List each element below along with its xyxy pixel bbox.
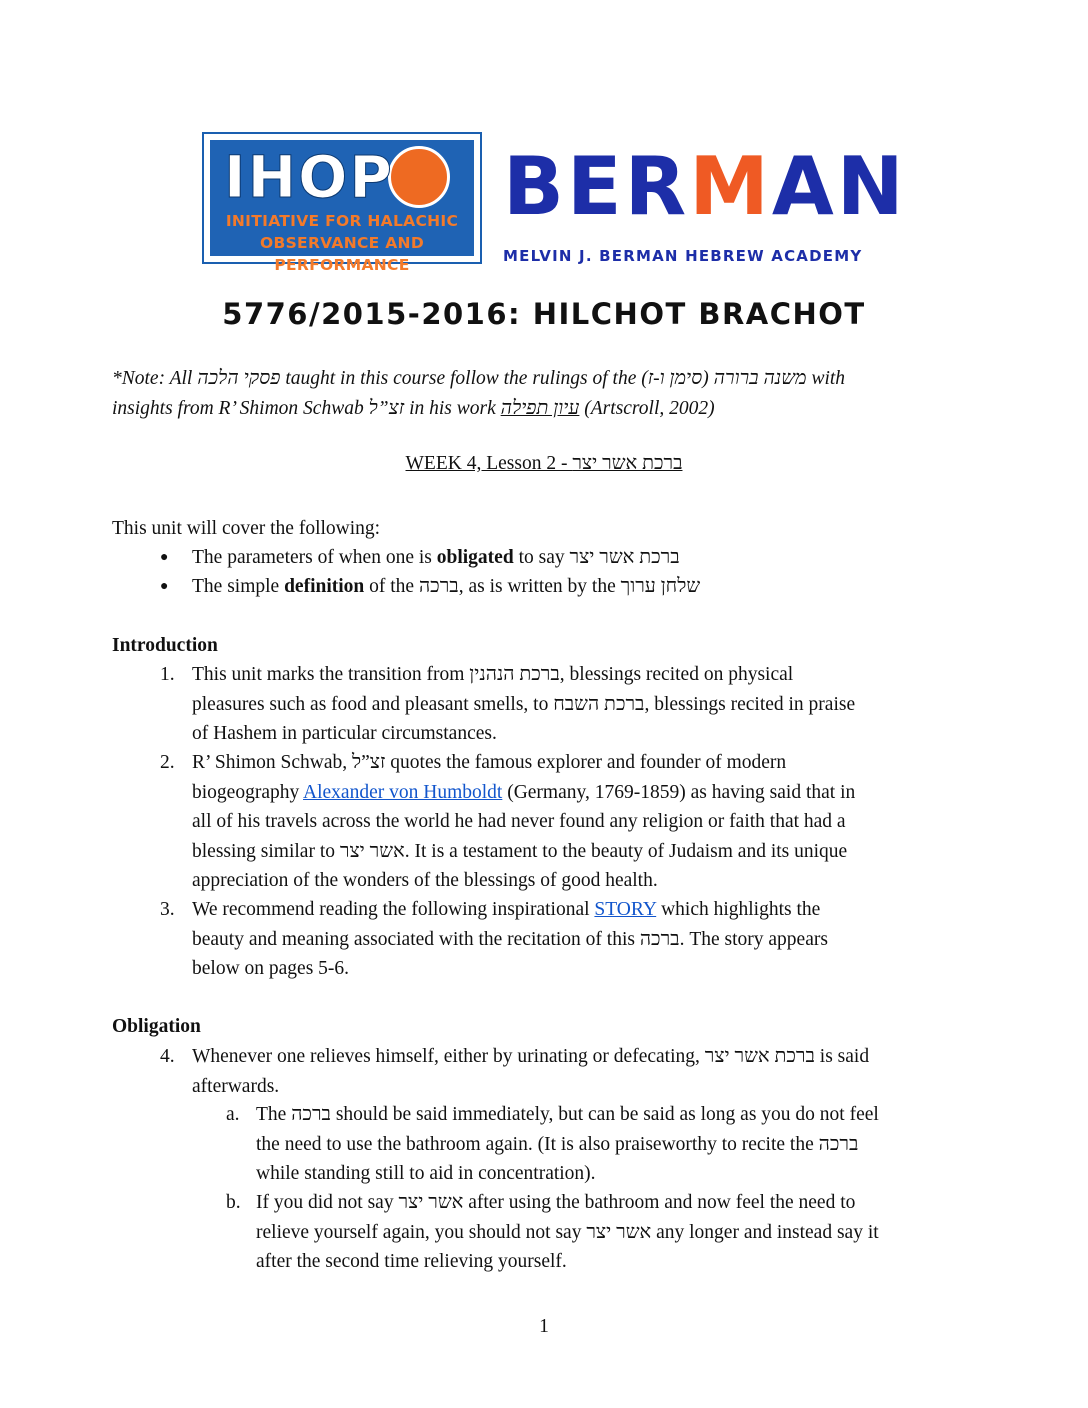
text: , blessings recited in praise (644, 693, 856, 715)
bullet-glyph: ● (160, 579, 169, 594)
hebrew-text: ברכת אשר יצר (569, 547, 680, 568)
sub-list-letter: b. (226, 1192, 241, 1213)
text: pleasures such as food and pleasant smells, to (192, 693, 554, 715)
hebrew-text: ברכה (818, 1133, 859, 1155)
text: the need to use the bathroom again. (It is also praiseworthy to recite the (256, 1133, 819, 1155)
sub-list-item (256, 1188, 1016, 1277)
text: R’ Shimon Schwab, (192, 752, 352, 773)
note-line-2 (112, 394, 992, 424)
text: Whenever one relieves himself, either by urinating or defecating, (192, 1046, 705, 1067)
text: . The story appears (679, 928, 828, 950)
list-item (192, 895, 1012, 984)
bullet-text (192, 543, 680, 573)
note-text: in his work (404, 398, 501, 419)
text: of Hashem in particular circumstances. (192, 723, 497, 744)
bullet-glyph: ● (160, 550, 169, 565)
text: The (256, 1104, 292, 1125)
ihop-tagline-2: OBSERVANCE AND PERFORMANCE (260, 234, 424, 274)
text: below on pages 5-6. (192, 958, 350, 979)
text: , as is written by the (458, 576, 621, 597)
text: quotes the famous explorer and founder of modern (385, 752, 787, 773)
text: . It is a testament to the beauty of Judaism and its unique (404, 840, 848, 862)
text: This unit marks the transition from (192, 664, 470, 685)
text: blessing similar to (192, 840, 340, 862)
sub-list-item (256, 1100, 1016, 1189)
section-heading-obligation: Obligation (112, 1016, 201, 1037)
ihop-tagline-1: INITIATIVE FOR HALACHIC (225, 212, 459, 230)
note-text: taught in this course follow the rulings of the (280, 368, 642, 389)
unit-intro-line: This unit will cover the following: (112, 518, 381, 539)
lesson-heading: WEEK 4, Lesson 2 - ברכת אשר יצר (405, 453, 683, 474)
bullet-text (192, 572, 700, 602)
section-heading-introduction: Introduction (112, 635, 218, 656)
text: beauty and meaning associated with the recitation of this (192, 928, 640, 950)
text: all of his travels across the world he had never found any religion or faith that had a (192, 811, 846, 832)
ihop-logo-word: IHOP (224, 143, 394, 211)
text: should be said immediately, but can be said as long as you do not feel (330, 1104, 879, 1125)
text: after the second time relieving yourself. (256, 1251, 567, 1272)
list-item (192, 660, 1012, 749)
text: any longer and instead say it (651, 1221, 879, 1243)
bold-text: definition (284, 576, 365, 597)
story-link[interactable]: STORY (594, 899, 657, 920)
text: The simple (192, 576, 285, 597)
berman-logo-word: BERMAN (503, 140, 907, 233)
text: appreciation of the wonders of the blessings of good health. (192, 870, 658, 891)
list-number: 2. (160, 752, 175, 773)
text: to say (513, 547, 570, 568)
text: after using the bathroom and now feel the need to (463, 1192, 856, 1213)
berman-logo-m-mark: M (689, 140, 772, 233)
hebrew-text: זצ”ל (351, 752, 386, 773)
sub-list-letter: a. (226, 1104, 240, 1125)
berman-logo-subtitle: MELVIN J. BERMAN HEBREW ACADEMY (503, 247, 863, 265)
ihop-logo (202, 132, 482, 274)
text: relieve yourself again, you should not say (256, 1221, 587, 1243)
humboldt-link[interactable]: Alexander von Humboldt (303, 781, 503, 803)
note-hebrew: זצ”ל (368, 398, 405, 419)
hebrew-text: אשר יצר (398, 1192, 464, 1213)
hebrew-text: אשר יצר (339, 840, 405, 862)
list-item (192, 748, 1012, 896)
text: of the (364, 576, 419, 597)
ihop-logo-panel (210, 140, 474, 274)
hebrew-text: ברכה (639, 928, 680, 950)
text: biogeography (192, 781, 304, 803)
list-number: 3. (160, 899, 175, 920)
note-hebrew: פסקי הלכה (197, 368, 281, 389)
ihop-o-circle (388, 146, 450, 208)
course-note (112, 364, 992, 424)
hebrew-text: ברכת אשר יצר (704, 1046, 815, 1067)
note-hebrew: משנה ברורה (סימן ו-ז) (641, 368, 807, 389)
text: We recommend reading the following inspirational (192, 899, 595, 920)
hebrew-text: ברכת השבח (553, 693, 645, 715)
text: is said (814, 1046, 870, 1067)
note-hebrew-work: עיון תפילה (500, 398, 580, 419)
list-number: 4. (160, 1046, 175, 1067)
page-title: 5776/2015-2016: HILCHOT BRACHOT (222, 297, 866, 331)
note-text: *Note: All (112, 368, 198, 389)
text: The parameters of when one is (192, 547, 437, 568)
text: , blessings recited on physical (559, 664, 794, 685)
hebrew-text: אשר יצר (586, 1221, 652, 1243)
text: (Germany, 1769-1859) as having said that in (502, 781, 856, 803)
hebrew-text: ברכת הנהנין (469, 664, 560, 685)
hebrew-text: ברכה (418, 576, 459, 597)
note-line-1 (112, 364, 992, 394)
hebrew-text: שלחן ערוך (620, 576, 701, 597)
text: which highlights the (656, 899, 821, 920)
note-text: with (806, 368, 846, 389)
text: while standing still to aid in concentration). (256, 1163, 596, 1184)
page-number: 1 (539, 1316, 549, 1337)
text: afterwards. (192, 1075, 280, 1097)
hebrew-text: ברכה (291, 1104, 331, 1125)
bold-text: obligated (436, 547, 514, 568)
note-text: insights from R’ Shimon Schwab (112, 398, 369, 419)
list-item (192, 1042, 1012, 1101)
note-text: (Artscroll, 2002) (579, 398, 715, 419)
list-number: 1. (160, 664, 175, 685)
text: If you did not say (256, 1192, 399, 1213)
